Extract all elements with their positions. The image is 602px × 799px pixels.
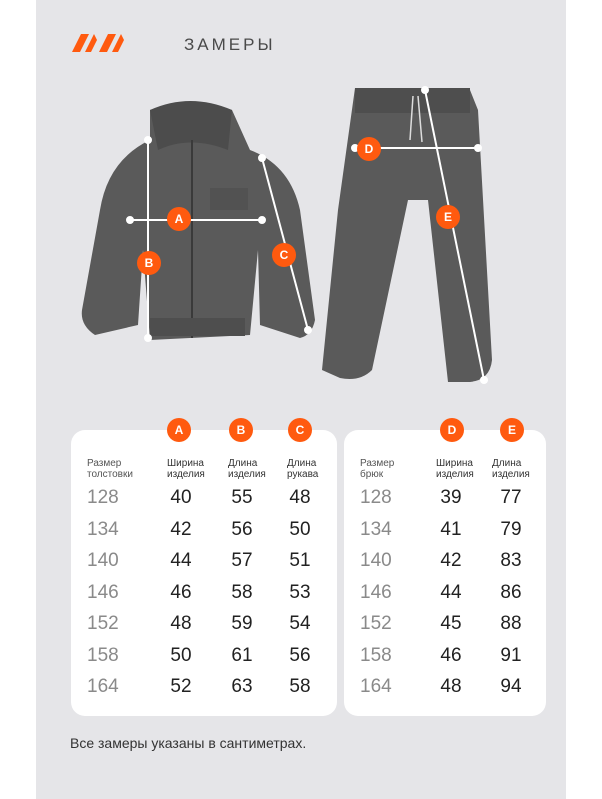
size-cell: 158 <box>360 644 392 666</box>
column-header: Длина изделия <box>228 458 266 480</box>
size-cell: 164 <box>87 676 119 697</box>
column-header: Длина изделия <box>492 458 530 480</box>
size-cell: 134 <box>360 518 392 540</box>
value-cell: 59 <box>231 613 253 634</box>
marker-a: A <box>167 207 191 231</box>
page-title: ЗАМЕРЫ <box>184 35 276 54</box>
value-cell: 56 <box>289 644 311 666</box>
value-cell: 50 <box>289 518 311 540</box>
column-marker-b: B <box>229 418 253 442</box>
value-cell: 48 <box>170 613 192 634</box>
value-cell: 50 <box>170 644 192 666</box>
value-cell: 56 <box>231 518 253 540</box>
value-cell: 55 <box>231 487 253 508</box>
size-cell: 128 <box>87 487 119 508</box>
value-cell: 83 <box>500 550 522 571</box>
column-header: Длина рукава <box>287 458 319 480</box>
marker-c: C <box>272 243 296 267</box>
value-cell: 58 <box>289 676 311 697</box>
value-cell: 46 <box>170 581 192 603</box>
value-cell: 45 <box>440 613 462 634</box>
marker-d: D <box>357 137 381 161</box>
value-cell: 42 <box>170 518 192 540</box>
value-cell: 44 <box>440 581 462 603</box>
marker-e: E <box>436 205 460 229</box>
value-cell: 51 <box>289 550 311 571</box>
size-cell: 152 <box>360 613 392 634</box>
value-cell: 91 <box>500 644 522 666</box>
value-cell: 94 <box>500 676 522 697</box>
value-cell: 61 <box>231 644 253 666</box>
column-marker-d: D <box>440 418 464 442</box>
value-cell: 77 <box>500 487 522 508</box>
value-cell: 48 <box>289 487 311 508</box>
value-cell: 52 <box>170 676 192 697</box>
size-header: Размер брюк <box>360 458 395 480</box>
pants-image <box>322 88 492 382</box>
value-cell: 63 <box>231 676 253 697</box>
column-marker-a: A <box>167 418 191 442</box>
size-header: Размер толстовки <box>87 458 133 480</box>
column-header: Ширина изделия <box>167 458 205 480</box>
value-cell: 53 <box>289 581 311 603</box>
pants-size-table <box>344 423 546 716</box>
size-cell: 146 <box>87 581 119 603</box>
size-cell: 134 <box>87 518 119 540</box>
size-cell: 128 <box>360 487 392 508</box>
value-cell: 86 <box>500 581 522 603</box>
value-cell: 46 <box>440 644 462 666</box>
value-cell: 57 <box>231 550 253 571</box>
column-marker-e: E <box>500 418 524 442</box>
column-header: Ширина изделия <box>436 458 474 480</box>
size-cell: 140 <box>360 550 392 571</box>
column-marker-c: C <box>288 418 312 442</box>
value-cell: 48 <box>440 676 462 697</box>
size-cell: 146 <box>360 581 392 603</box>
value-cell: 40 <box>170 487 192 508</box>
marker-b: B <box>137 251 161 275</box>
value-cell: 44 <box>170 550 192 571</box>
value-cell: 79 <box>500 518 522 540</box>
value-cell: 58 <box>231 581 253 603</box>
value-cell: 88 <box>500 613 522 634</box>
size-cell: 140 <box>87 550 119 571</box>
footer-note: Все замеры указаны в сантиметрах. <box>70 735 307 751</box>
value-cell: 39 <box>440 487 462 508</box>
size-cell: 152 <box>87 613 119 634</box>
size-cell: 164 <box>360 676 392 697</box>
hoodie-size-table <box>71 423 337 716</box>
value-cell: 54 <box>289 613 311 634</box>
size-cell: 158 <box>87 644 119 666</box>
value-cell: 42 <box>440 550 462 571</box>
value-cell: 41 <box>440 518 462 540</box>
